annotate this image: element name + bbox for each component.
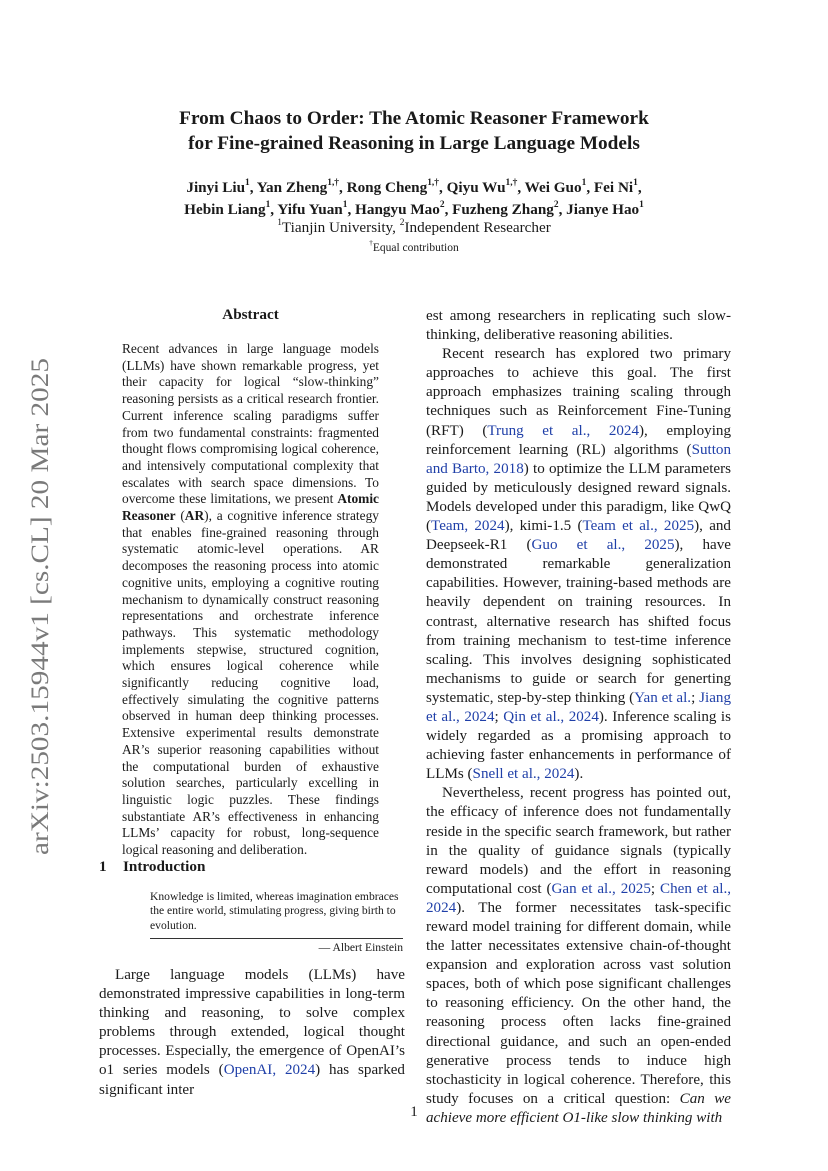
right-column-body bbox=[426, 307, 731, 1128]
epigraph-author: — Albert Einstein bbox=[318, 941, 403, 954]
text-run: Recent research has explored two primary approaches to achieve this goal. The first approach emphasizes training scaling through techniques such as Reinforcement Fine-Tuning (RFT) ( bbox=[426, 346, 731, 439]
text-run: Nevertheless, recent progress has pointed out, the efficacy of inference does not fundamentally reside in the specific search framework, but rather in the quality of guidance signals (typically reward models) and the effort in reasoning computational cost ( bbox=[426, 785, 731, 897]
section-number: 1 bbox=[99, 858, 107, 875]
citation-gan-2025[interactable]: Gan et al., 2025 bbox=[551, 880, 651, 897]
text-run: ). The former necessitates task-specific reward model training for different domain, while the latter necessitates extensive chain-of-thought expansion and exploration across vast solution spaces, both of which pose significant challenges to reasoning efficiency. On the other hand, the reasoning process often lacks fine-grained directional guidance, and such an open-ended generative process tends to induce high stochasticity in logical coherence. Therefore, this study focuses on a critical question: bbox=[426, 899, 731, 1107]
author-separator: , bbox=[637, 179, 642, 196]
citation-jiang-2024[interactable]: Jiang et al., 2024 bbox=[426, 689, 731, 725]
text-run: ; bbox=[691, 689, 700, 706]
affiliation-marker-1: 1 bbox=[277, 217, 282, 228]
author-name: Yan Zheng bbox=[256, 179, 328, 196]
text-run: ), employing reinforcement learning (RL) algorithms ( bbox=[426, 422, 731, 458]
author-name: Yifu Yuan bbox=[277, 201, 343, 218]
arxiv-stamp-svg bbox=[14, 355, 64, 855]
affiliation-marker-2: 2 bbox=[399, 217, 405, 228]
intro-paragraph-1 bbox=[99, 966, 405, 1100]
citation-team-2025[interactable]: Team et al., 2025 bbox=[582, 518, 695, 535]
section-title: Introduction bbox=[123, 858, 206, 875]
arxiv-identifier-stamp bbox=[14, 355, 64, 855]
author-separator: , bbox=[558, 201, 567, 218]
author-name: Jianye Hao bbox=[566, 201, 640, 218]
citation-openai-2024[interactable]: OpenAI, 2024 bbox=[223, 1062, 316, 1079]
abstract-bold-atomic-reasoner: Atomic Reasoner bbox=[122, 491, 379, 524]
citation-trung-2024[interactable]: Trung et al., 2024 bbox=[487, 422, 640, 439]
text-run: ; bbox=[494, 708, 504, 725]
page-number: 1 bbox=[410, 1104, 418, 1120]
abstract-text-a: Recent advances in large language models (LLMs) have shown remarkable progress, yet their capacity for logical “slow-thinking” reasoning persists as a critical research frontier. Current inference scaling paradigms suffer from two fundamental constraints: fragmented thought flows compromising logical coherence, and intensively computational complexity that escalates with search space dimensions. To overcome these limitations, we present bbox=[122, 341, 379, 507]
author-name: Fuzheng Zhang bbox=[452, 201, 554, 218]
citation-team-2024[interactable]: Team, 2024 bbox=[431, 518, 505, 535]
author-separator: , bbox=[270, 201, 278, 218]
author-list bbox=[100, 177, 728, 221]
author-separator: , bbox=[347, 201, 356, 218]
affiliation-2: Independent Researcher bbox=[404, 219, 551, 236]
author-name: Qiyu Wu bbox=[446, 179, 506, 196]
author-separator: , bbox=[438, 179, 447, 196]
text-run: ), and Deepseek-R1 ( bbox=[426, 518, 731, 554]
author-separator: , bbox=[586, 179, 594, 196]
author-affiliation-marker: 1,† bbox=[327, 177, 340, 188]
author-affiliation-marker: 2 bbox=[553, 199, 559, 210]
abstract-bold-ar: AR bbox=[184, 508, 205, 524]
author-name: Jinyi Liu bbox=[186, 179, 246, 196]
author-affiliation-marker: 1,† bbox=[505, 177, 518, 188]
citation-guo-2025[interactable]: Guo et al., 2025 bbox=[531, 537, 675, 554]
text-run: ). Inference scaling is widely regarded as a promising approach to achieving faster enhancements in performance of LLMs ( bbox=[426, 708, 731, 783]
section-heading-introduction bbox=[99, 857, 205, 877]
author-name: Fei Ni bbox=[593, 179, 634, 196]
author-separator: , bbox=[339, 179, 347, 196]
arxiv-stamp-text: arXiv:2503.15944v1 [cs.CL] 20 Mar 2025 bbox=[27, 430, 54, 855]
epigraph-quote: Knowledge is limited, whereas imagination embraces the entire world, stimulating progress, giving birth to evolution. bbox=[150, 890, 399, 932]
author-affiliation-marker: 2 bbox=[439, 199, 445, 210]
author-name: Hangyu Mao bbox=[355, 201, 440, 218]
affiliations bbox=[100, 218, 728, 238]
citation-snell-2024[interactable]: Snell et al., 2024 bbox=[472, 766, 575, 783]
text-run: ) to optimize the LLM parameters guided by meticulously designed reward signals. Models developed under this paradigm, like QwQ ( bbox=[426, 460, 731, 535]
research-question-italic: Can we achieve more efficient O1-like slow thinking with bbox=[426, 1090, 732, 1126]
author-name: Hebin Liang bbox=[184, 201, 266, 218]
paper-title bbox=[100, 106, 728, 156]
citation-sutton-barto-2018[interactable]: Sutton and Barto, 2018 bbox=[426, 441, 731, 477]
citation-chen-2024[interactable]: Chen et al., 2024 bbox=[426, 880, 732, 916]
epigraph-rule bbox=[150, 938, 403, 939]
equal-contribution-mark: † bbox=[369, 239, 373, 248]
paragraph-nevertheless bbox=[426, 784, 731, 1128]
text-run: ; bbox=[650, 880, 660, 897]
citation-yan[interactable]: Yan et al. bbox=[634, 689, 692, 706]
paragraph-continued: est among researchers in replicating such slow-thinking, deliberative reasoning abilities. bbox=[426, 308, 731, 344]
text-run: ), have demonstrated remarkable generalization capabilities. However, training-based methods are heavily dependent on training resources. In contrast, alternative research has shifted focus from training mechanism to test-time inference scaling. This involves designing sophisticated mechanisms to guide or search for generting systematic, step-by-step thinking ( bbox=[426, 537, 731, 706]
intro-text-a: Large language models (LLMs) have demonstrated impressive capabilities in long-term thinking and reasoning, to solve complex problems through extended, logical thought processes. Especially, the emergence of OpenAI’s o1 series models ( bbox=[99, 967, 405, 1079]
title-line-2: for Fine-grained Reasoning in Large Language Models bbox=[188, 133, 640, 154]
author-name: Wei Guo bbox=[524, 179, 582, 196]
author-affiliation-marker: 1 bbox=[342, 199, 348, 210]
abstract-text-b: ( bbox=[175, 508, 185, 524]
affiliation-1: Tianjin University, bbox=[281, 219, 400, 236]
author-separator: , bbox=[444, 201, 453, 218]
equal-contribution-text: Equal contribution bbox=[372, 242, 459, 254]
abstract-heading: Abstract bbox=[222, 306, 279, 323]
text-run: ), kimi-1.5 ( bbox=[504, 518, 583, 535]
author-separator: , bbox=[249, 179, 257, 196]
paragraph-approaches bbox=[426, 345, 731, 784]
intro-text-b: ) has sparked significant inter bbox=[99, 1062, 405, 1098]
abstract-body bbox=[122, 341, 379, 859]
author-affiliation-marker: 1 bbox=[245, 177, 250, 188]
author-affiliation-marker: 1,† bbox=[427, 177, 439, 188]
author-name: Rong Cheng bbox=[346, 179, 428, 196]
citation-qin-2024[interactable]: Qin et al., 2024 bbox=[503, 708, 599, 725]
author-affiliation-marker: 1 bbox=[265, 199, 271, 210]
author-separator: , bbox=[517, 179, 525, 196]
text-run: ). bbox=[574, 766, 584, 783]
author-affiliation-marker: 1 bbox=[633, 177, 638, 188]
author-affiliation-marker: 1 bbox=[581, 177, 587, 188]
title-line-1: From Chaos to Order: The Atomic Reasoner Framework bbox=[179, 108, 649, 129]
abstract-text-c: ), a cognitive inference strategy that enables fine-grained reasoning through systematic atomic-level operations. AR decomposes the reasoning process into atomic cognitive units, employing a cognitive routing mechanism to dynamically construct reasoning representations and orchestrate inference pathways. This systematic methodology implements stepwise, structured cognition, which ensures logical coherence while significantly reducing cognitive load, effectively simulating the cognitive patterns observed in human deep thinking processes. Extensive experimental results demonstrate AR’s superior reasoning capabilities without the computational burden of exhaustive solution searches, particularly excelling in linguistic logic puzzles. These findings substantiate AR’s effectiveness in enhancing LLMs’ capacity for robust, long-sequence logical reasoning and deliberation. bbox=[122, 508, 379, 858]
equal-contribution-note bbox=[100, 241, 728, 256]
author-affiliation-marker: 1 bbox=[639, 199, 644, 210]
